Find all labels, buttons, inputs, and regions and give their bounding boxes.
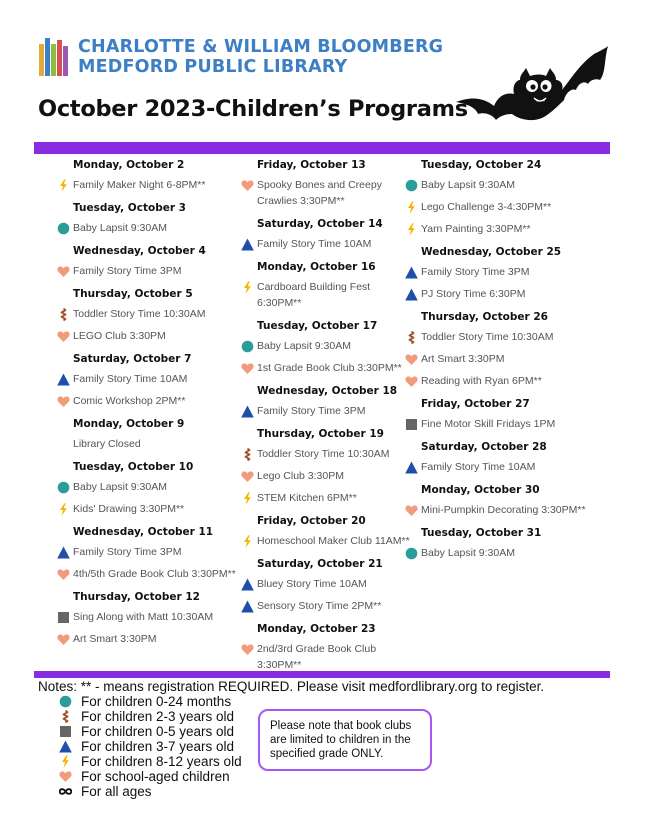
program-item: [405, 329, 605, 345]
bolt-icon: [57, 177, 73, 193]
program-text: Reading with Ryan 6PM**: [421, 375, 542, 387]
program-item: [241, 641, 411, 673]
program-item: [57, 631, 247, 647]
infinity-icon: [59, 785, 81, 798]
day-block: [241, 382, 411, 419]
squiggle-icon: [57, 306, 73, 322]
day-heading: Wednesday, October 18: [257, 385, 398, 397]
day-block: [57, 199, 247, 236]
square-icon: [59, 725, 81, 738]
day-heading: Saturday, October 28: [421, 441, 547, 453]
program-text: Toddler Story Time 10:30AM: [257, 448, 390, 460]
circle-icon: [59, 695, 81, 708]
program-text: Fine Motor Skill Fridays 1PM: [421, 418, 556, 430]
triangle-icon: [241, 598, 257, 614]
heart-icon: [57, 566, 73, 582]
bottom-purple-rule: [34, 671, 610, 678]
program-item: [57, 306, 247, 322]
program-text: Bluey Story Time 10AM: [257, 578, 367, 590]
program-item: [241, 279, 411, 311]
program-text: Sing Along with Matt 10:30AM: [73, 611, 214, 623]
program-item: [405, 177, 605, 193]
program-item: [57, 328, 247, 344]
program-text: Art Smart 3:30PM: [421, 353, 505, 365]
day-heading: Thursday, October 19: [257, 428, 384, 440]
day-heading: Tuesday, October 17: [257, 320, 378, 332]
program-text: 1st Grade Book Club 3:30PM**: [257, 362, 402, 374]
triangle-icon: [57, 544, 73, 560]
heart-icon: [57, 393, 73, 409]
day-heading: Tuesday, October 31: [421, 527, 542, 539]
day-block: [57, 588, 247, 647]
squiggle-icon: [241, 446, 257, 462]
day-block: [57, 285, 247, 344]
legend-text: For children 2-3 years old: [81, 709, 235, 724]
program-text: LEGO Club 3:30PM: [73, 330, 166, 342]
triangle-icon: [405, 286, 421, 302]
library-logo: [39, 38, 71, 76]
day-heading: Monday, October 9: [73, 418, 185, 430]
legend-item: [59, 694, 242, 709]
legend-text: For children 3-7 years old: [81, 739, 235, 754]
program-item: [241, 338, 411, 354]
program-item: [57, 220, 247, 236]
bolt-icon: [59, 755, 81, 768]
day-heading: Thursday, October 26: [421, 311, 548, 323]
day-heading: Monday, October 16: [257, 261, 376, 273]
program-item: [241, 236, 411, 252]
program-text: Yarn Painting 3:30PM**: [421, 223, 531, 235]
day-heading: Thursday, October 5: [73, 288, 193, 300]
program-text: Family Story Time 10AM: [73, 373, 188, 385]
program-item: [57, 371, 247, 387]
top-purple-rule: [34, 142, 610, 154]
day-heading: Wednesday, October 25: [421, 246, 562, 258]
legend-item: [59, 769, 242, 784]
day-block: [57, 415, 247, 452]
program-item: [405, 264, 605, 280]
triangle-icon: [241, 236, 257, 252]
program-item: [241, 468, 411, 484]
heart-icon: [57, 328, 73, 344]
heart-icon: [405, 373, 421, 389]
day-heading: Saturday, October 7: [73, 353, 192, 365]
day-block: [405, 156, 605, 237]
program-item: [241, 598, 411, 614]
day-heading: Tuesday, October 24: [421, 159, 542, 171]
circle-icon: [405, 177, 421, 193]
program-item: [57, 393, 247, 409]
legend-text: For children 0-5 years old: [81, 724, 235, 739]
program-text: STEM Kitchen 6PM**: [257, 492, 357, 504]
program-text: Baby Lapsit 9:30AM: [257, 340, 351, 352]
program-item: [405, 459, 605, 475]
program-text: Family Story Time 10AM: [257, 238, 372, 250]
legend-item: [59, 709, 242, 724]
legend-item: [59, 739, 242, 754]
program-text: Sensory Story Time 2PM**: [257, 600, 382, 612]
schedule-column-2: [241, 156, 411, 679]
program-text: Toddler Story Time 10:30AM: [421, 331, 554, 343]
age-legend: [59, 694, 242, 799]
library-name-line2: MEDFORD PUBLIC LIBRARY: [78, 57, 348, 77]
program-text: Baby Lapsit 9:30AM: [73, 481, 167, 493]
program-item: [241, 576, 411, 592]
day-heading: Tuesday, October 10: [73, 461, 194, 473]
heart-icon: [57, 263, 73, 279]
program-text: Homeschool Maker Club 11AM**: [257, 535, 410, 547]
triangle-icon: [59, 740, 81, 753]
squiggle-icon: [59, 710, 81, 723]
triangle-icon: [241, 576, 257, 592]
squiggle-icon: [405, 329, 421, 345]
day-block: [241, 555, 411, 614]
program-text: Family Maker Night 6-8PM**: [73, 179, 206, 191]
bolt-icon: [241, 490, 257, 506]
no-icon: [57, 436, 73, 452]
day-heading: Saturday, October 14: [257, 218, 383, 230]
program-item: [405, 545, 605, 561]
circle-icon: [405, 545, 421, 561]
program-item: [57, 566, 247, 582]
program-text: Mini-Pumpkin Decorating 3:30PM**: [421, 504, 586, 516]
program-text: 4th/5th Grade Book Club 3:30PM**: [73, 568, 236, 580]
program-item: [405, 199, 605, 215]
program-item: [405, 351, 605, 367]
legend-item: [59, 784, 242, 799]
page-title: October 2023-Children’s Programs: [38, 96, 468, 122]
day-block: [241, 512, 411, 549]
program-item: [57, 436, 247, 452]
program-text: Baby Lapsit 9:30AM: [421, 179, 515, 191]
program-item: [405, 286, 605, 302]
heart-icon: [241, 641, 257, 657]
program-text: Kids' Drawing 3:30PM**: [73, 503, 185, 515]
program-item: [405, 416, 605, 432]
day-block: [405, 438, 605, 475]
heart-icon: [57, 631, 73, 647]
program-text: Library Closed: [73, 438, 141, 450]
bolt-icon: [57, 501, 73, 517]
program-text: Baby Lapsit 9:30AM: [421, 547, 515, 559]
program-text: Family Story Time 3PM: [73, 546, 182, 558]
triangle-icon: [405, 264, 421, 280]
program-item: [57, 544, 247, 560]
registration-note: Notes: ** - means registration REQUIRED. Please visit medfordlibrary.org to register.: [38, 679, 545, 694]
program-item: [405, 373, 605, 389]
legend-item: [59, 724, 242, 739]
program-text: Comic Workshop 2PM**: [73, 395, 186, 407]
day-heading: Wednesday, October 4: [73, 245, 206, 257]
day-heading: Friday, October 13: [257, 159, 366, 171]
bolt-icon: [241, 279, 257, 295]
bolt-icon: [241, 533, 257, 549]
day-block: [57, 458, 247, 517]
day-heading: Saturday, October 21: [257, 558, 383, 570]
square-icon: [57, 609, 73, 625]
heart-icon: [59, 770, 81, 783]
program-item: [241, 177, 411, 209]
day-block: [241, 156, 411, 209]
program-text: Lego Challenge 3-4:30PM**: [421, 201, 552, 213]
day-block: [57, 523, 247, 582]
day-heading: Monday, October 30: [421, 484, 540, 496]
library-name: [78, 37, 443, 77]
day-block: [241, 215, 411, 252]
heart-icon: [241, 468, 257, 484]
program-text: Cardboard Building Fest 6:30PM**: [257, 281, 371, 309]
program-text: Toddler Story Time 10:30AM: [73, 308, 206, 320]
heart-icon: [405, 351, 421, 367]
program-item: [405, 221, 605, 237]
program-item: [241, 490, 411, 506]
program-item: [241, 403, 411, 419]
circle-icon: [57, 479, 73, 495]
day-block: [405, 395, 605, 432]
program-text: PJ Story Time 6:30PM: [421, 288, 526, 300]
program-text: Spooky Bones and Creepy Crawlies 3:30PM**: [257, 179, 382, 207]
square-icon: [405, 416, 421, 432]
heart-icon: [241, 360, 257, 376]
program-text: Lego Club 3:30PM: [257, 470, 344, 482]
program-text: Family Story Time 3PM: [257, 405, 366, 417]
circle-icon: [57, 220, 73, 236]
day-heading: Friday, October 27: [421, 398, 530, 410]
schedule-column-1: [57, 156, 247, 653]
program-item: [241, 446, 411, 462]
day-block: [405, 243, 605, 302]
heart-icon: [241, 177, 257, 193]
day-block: [405, 524, 605, 561]
triangle-icon: [241, 403, 257, 419]
day-block: [57, 156, 247, 193]
library-name-line1: CHARLOTTE & WILLIAM BLOOMBERG: [78, 37, 444, 57]
program-item: [57, 263, 247, 279]
legend-text: For all ages: [81, 784, 152, 799]
book-club-note: Please note that book clubs are limited to children in the specified grade ONLY.: [258, 709, 432, 771]
day-heading: Friday, October 20: [257, 515, 366, 527]
legend-text: For children 0-24 months: [81, 694, 232, 709]
program-text: 2nd/3rd Grade Book Club 3:30PM**: [257, 643, 377, 671]
day-block: [241, 258, 411, 311]
bolt-icon: [405, 221, 421, 237]
legend-text: For children 8-12 years old: [81, 754, 242, 769]
program-text: Family Story Time 3PM: [421, 266, 530, 278]
program-text: Art Smart 3:30PM: [73, 633, 157, 645]
program-item: [405, 502, 605, 518]
program-item: [241, 533, 411, 549]
schedule-column-3: [405, 156, 605, 567]
program-item: [57, 479, 247, 495]
triangle-icon: [405, 459, 421, 475]
day-block: [57, 242, 247, 279]
day-block: [405, 308, 605, 389]
day-block: [57, 350, 247, 409]
circle-icon: [241, 338, 257, 354]
day-heading: Wednesday, October 11: [73, 526, 214, 538]
day-heading: Tuesday, October 3: [73, 202, 186, 214]
legend-text: For school-aged children: [81, 769, 230, 784]
program-item: [57, 501, 247, 517]
day-block: [241, 425, 411, 506]
day-block: [241, 620, 411, 673]
heart-icon: [405, 502, 421, 518]
program-text: Family Story Time 3PM: [73, 265, 182, 277]
day-heading: Monday, October 23: [257, 623, 376, 635]
program-text: Family Story Time 10AM: [421, 461, 536, 473]
triangle-icon: [57, 371, 73, 387]
bat-illustration: [454, 44, 610, 124]
program-item: [241, 360, 411, 376]
day-block: [405, 481, 605, 518]
day-heading: Monday, October 2: [73, 159, 185, 171]
legend-item: [59, 754, 242, 769]
day-heading: Thursday, October 12: [73, 591, 200, 603]
day-block: [241, 317, 411, 376]
bolt-icon: [405, 199, 421, 215]
program-item: [57, 609, 247, 625]
program-item: [57, 177, 247, 193]
program-text: Baby Lapsit 9:30AM: [73, 222, 167, 234]
